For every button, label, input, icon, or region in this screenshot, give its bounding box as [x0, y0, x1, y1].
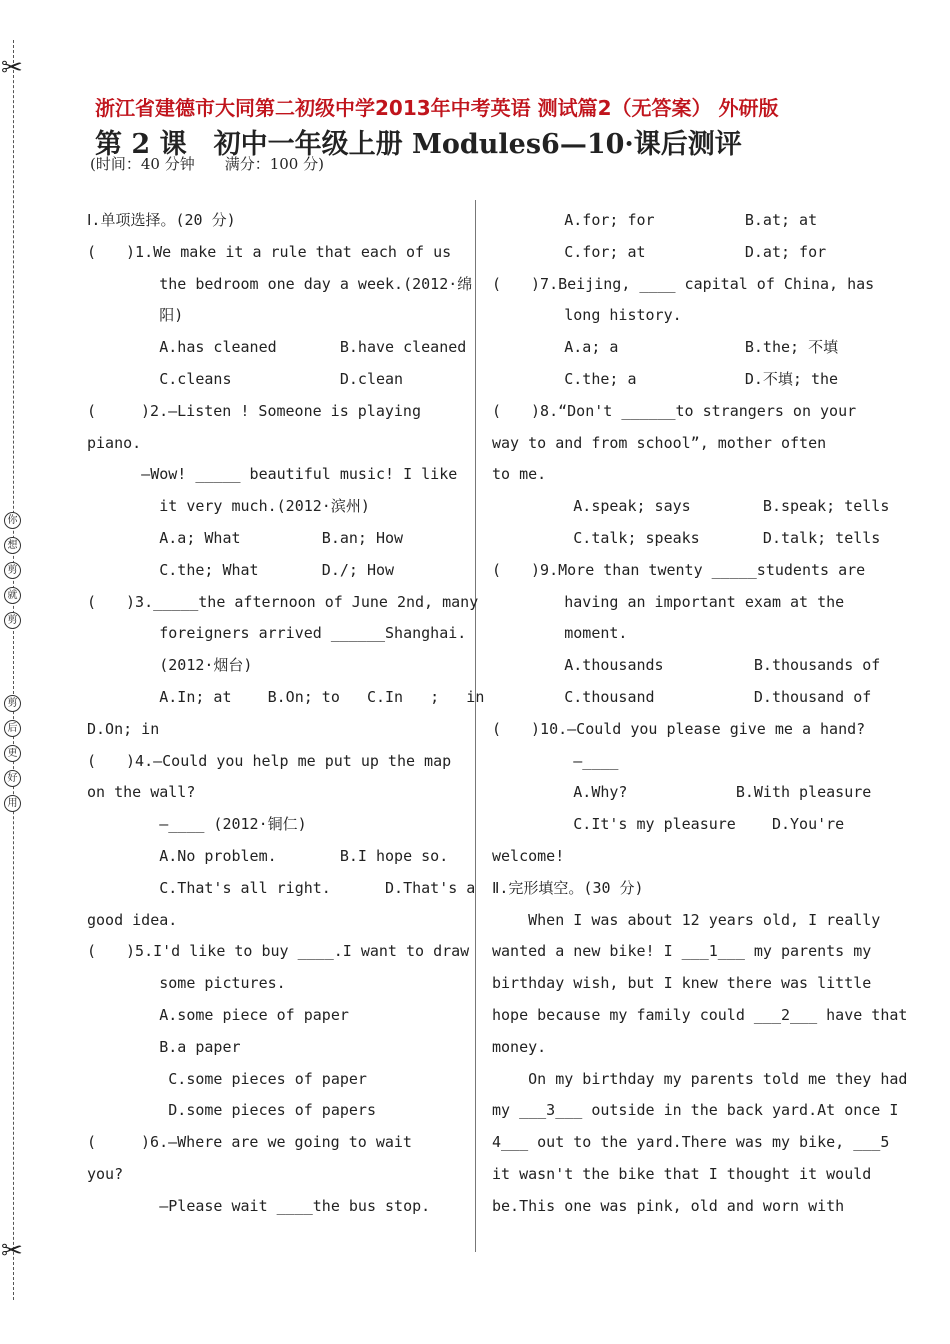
text-line: 4___ out to the yard.There was my bike, ___5	[492, 1133, 890, 1152]
scissor-icon-bottom: ✂	[1, 1236, 23, 1266]
text-line: ( )4.—Could you help me put up the map	[87, 751, 452, 770]
text-line: ( )10.—Could you please give me a hand?	[492, 719, 866, 738]
margin-char: 剪	[4, 562, 21, 579]
margin-char: 用	[4, 795, 21, 812]
text-line: A.In; at B.On; to C.In ; in	[87, 688, 485, 706]
text-line: D.some pieces of papers	[87, 1101, 376, 1120]
text-line: On my birthday my parents told me they had	[492, 1069, 908, 1088]
text-line: C.talk; speaks D.talk; tells	[492, 529, 881, 547]
text-line: —Wow! _____ beautiful music! I like	[87, 465, 458, 484]
text-line: money.	[492, 1037, 547, 1056]
text-line: it very much.(2012·滨州)	[87, 497, 370, 516]
text-line: on the wall?	[87, 783, 196, 802]
text-line: piano.	[87, 433, 142, 452]
text-line: long history.	[492, 306, 682, 325]
text-line: 阳)	[87, 306, 184, 325]
text-line: ( )2.—Listen ! Someone is playing	[87, 401, 421, 420]
text-line: moment.	[492, 624, 628, 643]
text-line: C.for; at D.at; for	[492, 242, 827, 261]
text-line: A.a; a B.the; 不填	[492, 338, 839, 357]
text-line: C.cleans D.clean	[87, 370, 404, 388]
text-line: When I was about 12 years old, I really	[492, 910, 881, 929]
text-line: my ___3___ outside in the back yard.At once I	[492, 1101, 899, 1120]
text-line: having an important exam at the	[492, 592, 845, 611]
text-line: ( )3._____the afternoon of June 2nd, many	[87, 592, 479, 611]
margin-char: 想	[4, 537, 21, 554]
text-line: way to and from school”, mother often	[492, 433, 827, 452]
text-line: birthday wish, but I knew there was little	[492, 974, 872, 993]
text-line: —____ (2012·铜仁)	[87, 815, 307, 834]
text-line: ( )5.I'd like to buy ____.I want to draw	[87, 942, 470, 961]
column-divider	[475, 200, 476, 1252]
text-line: A.a; What B.an; How	[87, 529, 404, 547]
margin-char: 剪	[4, 612, 21, 629]
document-title: 浙江省建德市大同第二初级中学2013年中考英语 测试篇2（无答案） 外研版	[95, 96, 779, 120]
text-line: you?	[87, 1165, 124, 1183]
margin-char: 后	[4, 720, 21, 737]
lesson-title: 第 2 课 初中一年级上册 Modules6—10·课后测评	[95, 129, 742, 160]
text-line: ( )7.Beijing, ____ capital of China, has	[492, 274, 875, 293]
text-line: wanted a new bike! I ___1___ my parents my	[492, 942, 872, 961]
text-line: A.Why? B.With pleasure	[492, 783, 872, 802]
text-line: A.some piece of paper	[87, 1006, 349, 1024]
text-line: the bedroom one day a week.(2012·绵	[87, 274, 473, 293]
text-line: some pictures.	[87, 974, 286, 993]
text-line: it wasn't the bike that I thought it would	[492, 1165, 872, 1183]
text-line: foreigners arrived ______Shanghai.	[87, 624, 467, 643]
margin-char: 剪	[4, 695, 21, 712]
text-line: Ⅱ.完形填空。(30 分)	[492, 878, 644, 897]
text-line: C.That's all right. D.That's a	[87, 878, 476, 897]
text-line: ( )8.“Don't ______to strangers on your	[492, 401, 857, 420]
text-line: C.thousand D.thousand of	[492, 688, 872, 706]
text-line: to me.	[492, 465, 547, 484]
text-line: A.speak; says B.speak; tells	[492, 497, 890, 516]
margin-char: 好	[4, 770, 21, 787]
margin-char: 更	[4, 745, 21, 762]
text-line: Ⅰ.单项选择。(20 分)	[87, 211, 236, 229]
text-line: C.the; a D.不填; the	[492, 370, 839, 388]
text-line: A.for; for B.at; at	[492, 211, 818, 229]
text-line: C.some pieces of paper	[87, 1069, 367, 1088]
text-line: hope because my family could ___2___ have that	[492, 1006, 908, 1024]
margin-char: 你	[4, 512, 21, 529]
scissor-icon-top: ✂	[1, 53, 23, 83]
text-line: C.the; What D./; How	[87, 560, 395, 579]
text-line: ( )6.—Where are we going to wait	[87, 1133, 412, 1152]
text-line: ( )9.More than twenty _____students are	[492, 560, 866, 579]
cut-line	[13, 40, 14, 1300]
text-line: D.On; in	[87, 719, 160, 738]
text-line: B.a paper	[87, 1037, 241, 1056]
text-line: A.No problem. B.I hope so.	[87, 847, 449, 865]
text-line: ( )1.We make it a rule that each of us	[87, 242, 452, 261]
time-score-info: (时间：40 分钟 满分：100 分)	[90, 155, 324, 173]
text-line: —____	[492, 751, 619, 770]
text-line: welcome!	[492, 847, 565, 865]
margin-char: 就	[4, 587, 21, 604]
text-line: good idea.	[87, 910, 178, 929]
text-line: —Please wait ____the bus stop.	[87, 1196, 431, 1215]
text-line: be.This one was pink, old and worn with	[492, 1196, 845, 1215]
text-line: A.has cleaned B.have cleaned	[87, 338, 467, 357]
text-line: (2012·烟台)	[87, 656, 253, 675]
text-line: C.It's my pleasure D.You're	[492, 815, 845, 834]
text-line: A.thousands B.thousands of	[492, 656, 881, 675]
